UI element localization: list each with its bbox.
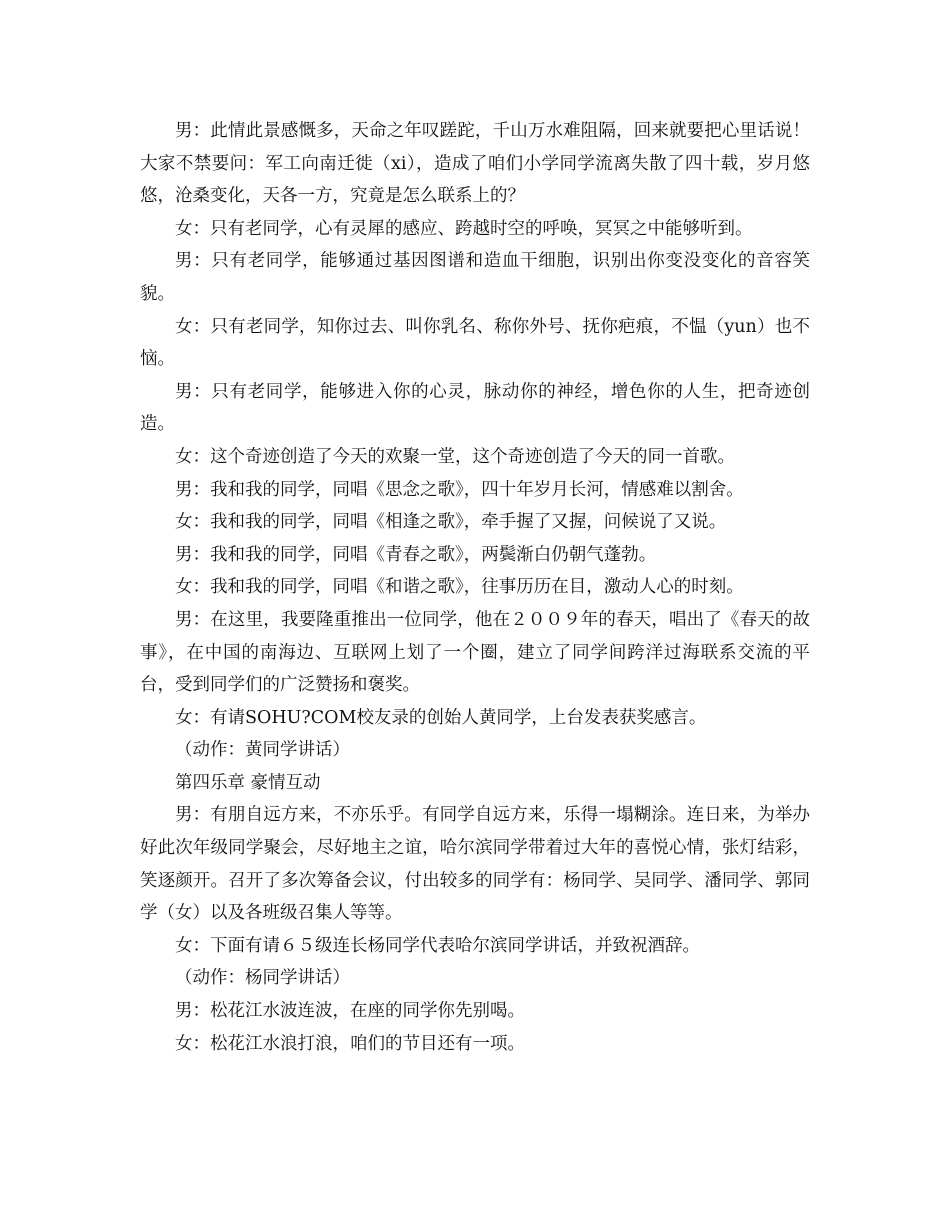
document-body [140,115,810,1060]
paragraph: 女：下面有请６５级连长杨同学代表哈尔滨同学讲话，并致祝酒辞。 [175,935,700,956]
paragraph: 女：我和我的同学，同唱《和谐之歌》，往事历历在目，激动人心的时刻。 [175,577,744,598]
paragraph: 男：只有老同学，能够通过基因图谱和造血干细胞，识别出你变没变化的音容笑貌。 [140,251,810,304]
section-heading: 第四乐章 豪情互动 [175,772,321,793]
paragraph: 男：在这里，我要隆重推出一位同学，他在２００９年的春天，唱出了《春天的故事》，在中国的南海边、互联网上划了一个圈，建立了同学间跨洋过海联系交流的平台，受到同学们的广泛赞扬和褒奖。 [140,609,810,696]
paragraph: 女：只有老同学，知你过去、叫你乳名、称你外号、抚你疤痕，不愠（yun）也不恼。 [140,316,810,370]
paragraph: 女：我和我的同学，同唱《相逢之歌》，牵手握了又握，问候说了又说。 [175,512,727,533]
paragraph: 女：这个奇迹创造了今天的欢聚一堂，这个奇迹创造了今天的同一首歌。 [175,446,735,467]
paragraph: 男：松花江水波连波，在座的同学你先别喝。 [175,1001,525,1022]
paragraph: 男：我和我的同学，同唱《青春之歌》，两鬓渐白仍朝气蓬勃。 [175,544,657,565]
stage-direction: （动作：黄同学讲话） [175,740,350,761]
paragraph: 男：我和我的同学，同唱《思念之歌》，四十年岁月长河，情感难以割舍。 [175,479,744,500]
stage-direction: （动作：杨同学讲话） [175,968,350,989]
paragraph: 男：只有老同学，能够进入你的心灵，脉动你的神经，增色你的人生，把奇迹创造。 [140,381,810,435]
paragraph: 女：有请SOHU?COM校友录的创始人黄同学，上台发表获奖感言。 [175,707,707,728]
paragraph: 女：只有老同学，心有灵犀的感应、跨越时空的呼唤，冥冥之中能够听到。 [175,218,753,239]
paragraph: 男：此情此景感慨多，天命之年叹蹉跎，千山万水难阻隔，回来就要把心里话说！大家不禁要问：军工向南迁徙（xi），造成了咱们小学同学流离失散了四十载，岁月悠悠，沧桑变化，天各一方，究竟是怎么联系上的？ [140,121,810,207]
paragraph: 女：松花江水浪打浪，咱们的节目还有一项。 [175,1033,525,1054]
paragraph: 男：有朋自远方来，不亦乐乎。有同学自远方来，乐得一塌糊涂。连日来，为举办好此次年级同学聚会，尽好地主之谊，哈尔滨同学带着过大年的喜悦心情，张灯结彩，笑逐颜开。召开了多次筹备会议，付出较多的同学有：杨同学、吴同学、潘同学、郭同学（女）以及各班级召集人等等。 [140,805,810,924]
